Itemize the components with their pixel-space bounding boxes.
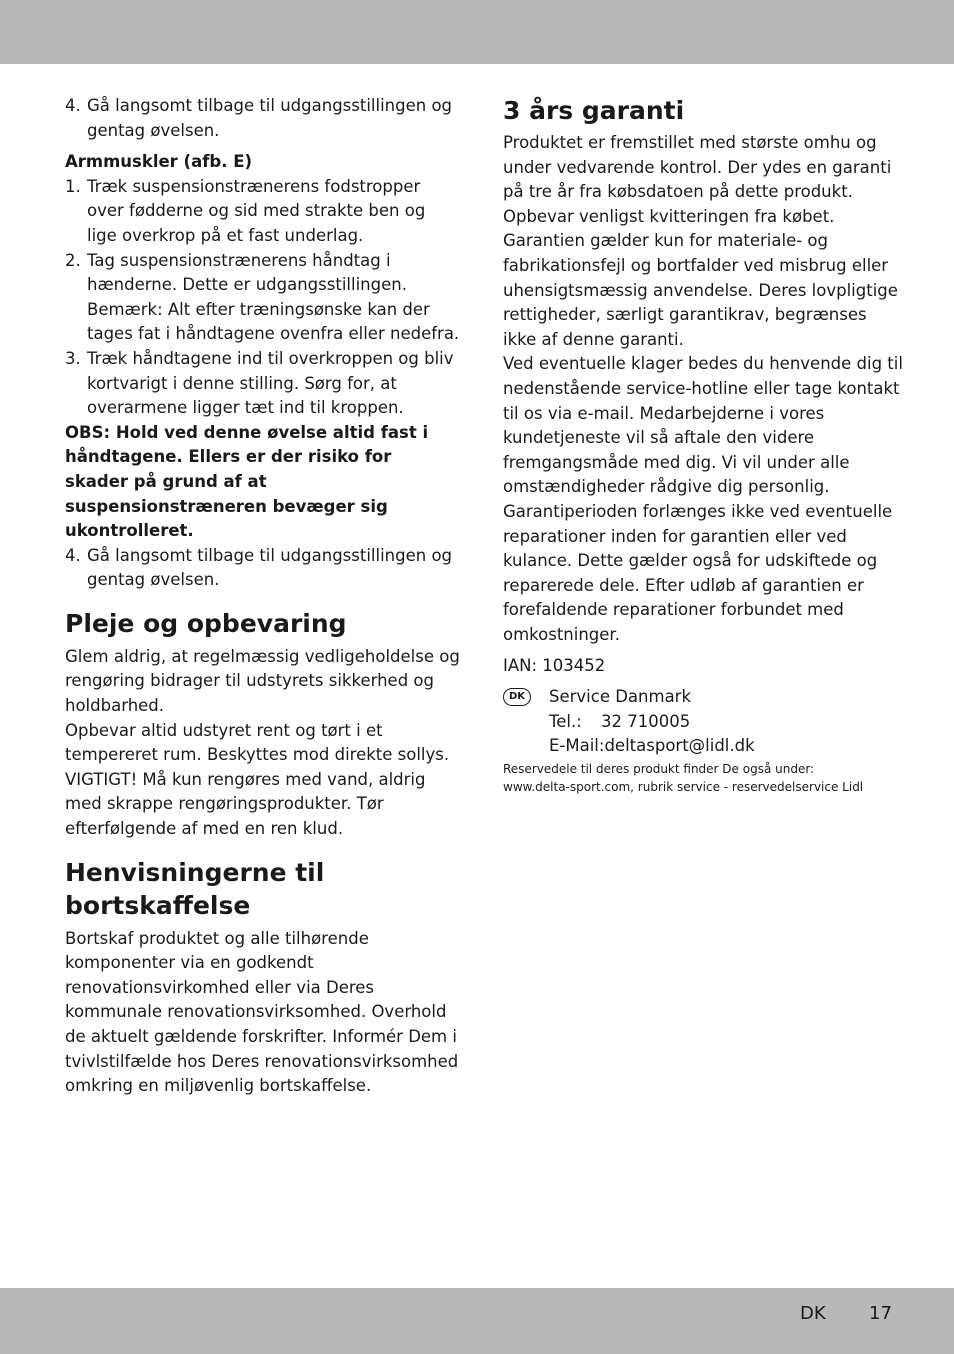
right-column [503, 94, 903, 796]
step-text: Gå langsomt tilbage til udgangsstillingen og gentag øvelsen. [87, 545, 453, 590]
list-item [65, 347, 460, 421]
left-column [65, 94, 460, 1099]
page-number: 17 [869, 1303, 892, 1324]
list-item [65, 249, 460, 347]
header-band [0, 0, 954, 64]
paragraph: Produktet er fremstillet med største omhu og under vedvarende kontrol. Der ydes en garanti på tre år fra købsdatoen på dette produkt. Opbevar venligst kvitteringen fra købet. [503, 133, 892, 226]
section-heading-care: Pleje og opbevaring [65, 608, 347, 638]
step-number: 3. [65, 348, 81, 368]
paragraph: Glem aldrig, at regelmæssig vedligeholdelse og rengøring bidrager til udstyrets sikkerhed og holdbarhed. [65, 646, 460, 716]
service-block [503, 685, 903, 759]
paragraph: VIGTIGT! Må kun rengøres med vand, aldrig med skrappe rengøringsprodukter. Tør efterfølgende af med en ren klud. [65, 769, 426, 839]
spare-parts-note: Reservedele til deres produkt finder De også under: [503, 761, 815, 776]
section-subheading: Armmuskler (afb. E) [65, 152, 253, 172]
list-item [65, 544, 460, 593]
service-email: E-Mail:deltasport@lidl.dk [549, 736, 755, 756]
paragraph: Garantien gælder kun for materiale- og fabrikationsfejl og bortfalder ved misbrug eller uhensigtsmæssig anvendelse. Deres lovpligtige rettigheder, særligt garantikrav, begrænses ikke af denne garanti. [503, 231, 898, 349]
step-text: Gå langsomt tilbage til udgangsstillingen og gentag øvelsen. [87, 96, 453, 140]
list-item [65, 175, 460, 249]
paragraph: Opbevar altid udstyret rent og tørt i et tempereret rum. Beskyttes mod direkte sollys. [65, 720, 450, 765]
step-text: Træk suspensionstrænerens fodstropper over fødderne og sid med strakte ben og lige overkrop på et fast underlag. [87, 176, 426, 245]
service-name: Service Danmark [549, 687, 692, 707]
phone-number: 32 710005 [601, 711, 691, 731]
service-phone-row [549, 710, 755, 735]
step-body [87, 249, 460, 347]
paragraph: Garantiperioden forlænges ikke ved eventuelle reparationer inden for garantien eller ved kulance. Dette gælder også for udskiftede og reparerede dele. Efter udløb af garantien er forefaldende reparationer forbundet med omkostninger. [503, 501, 893, 644]
step-number: 2. [65, 250, 81, 270]
step-text: Tag suspensionstrænerens håndtag i hænderne. Dette er udgangsstillingen. [87, 250, 407, 295]
section-heading-warranty: 3 års garanti [503, 96, 685, 125]
footer-language: DK [800, 1303, 826, 1324]
list-item [65, 94, 460, 143]
phone-label: Tel.: [549, 711, 582, 731]
paragraph: Ved eventuelle klager bedes du henvende dig til nedenstående service-hotline eller tage kontakt til os via e-mail. Medarbejderne i vores kundetjeneste vil så aftale den videre fremgangsmåde med dig. Vi vil under alle omstændigheder rådgive dig personlig. [503, 354, 903, 497]
ian-number: IAN: 103452 [503, 656, 606, 676]
service-details [549, 685, 755, 759]
paragraph: Bortskaf produktet og alle tilhørende komponenter via en godkendt renovationsvirkomhed eller via Deres kommunale renovationsvirksomhed. Overhold de aktuelt gældende forskrifter. Informér Dem i tvivlstilfælde hos Deres renovationsvirksomhed omkring en miljøvenlig bortskaffelse. [65, 928, 459, 1096]
country-badge-icon: DK [503, 688, 531, 706]
warning-text: OBS: Hold ved denne øvelse altid fast i håndtagene. Ellers er der risiko for skader på grund af at suspensionstræneren bevæger sig ukontrolleret. [65, 422, 429, 541]
step-note: Bemærk: Alt efter træningsønske kan der tages fat i håndtagene ovenfra eller nedefra. [87, 299, 460, 344]
step-text: Træk håndtagene ind til overkroppen og bliv kortvarigt i denne stilling. Sørg for, at overarmene ligger tæt ind til kroppen. [87, 348, 454, 418]
section-heading-disposal: Henvisningerne til bortskaffelse [65, 857, 325, 920]
step-number: 1. [65, 176, 81, 196]
step-number: 4. [65, 96, 81, 115]
step-number: 4. [65, 545, 81, 565]
spare-parts-link: www.delta-sport.com, rubrik service - reservedelservice Lidl [503, 779, 864, 794]
